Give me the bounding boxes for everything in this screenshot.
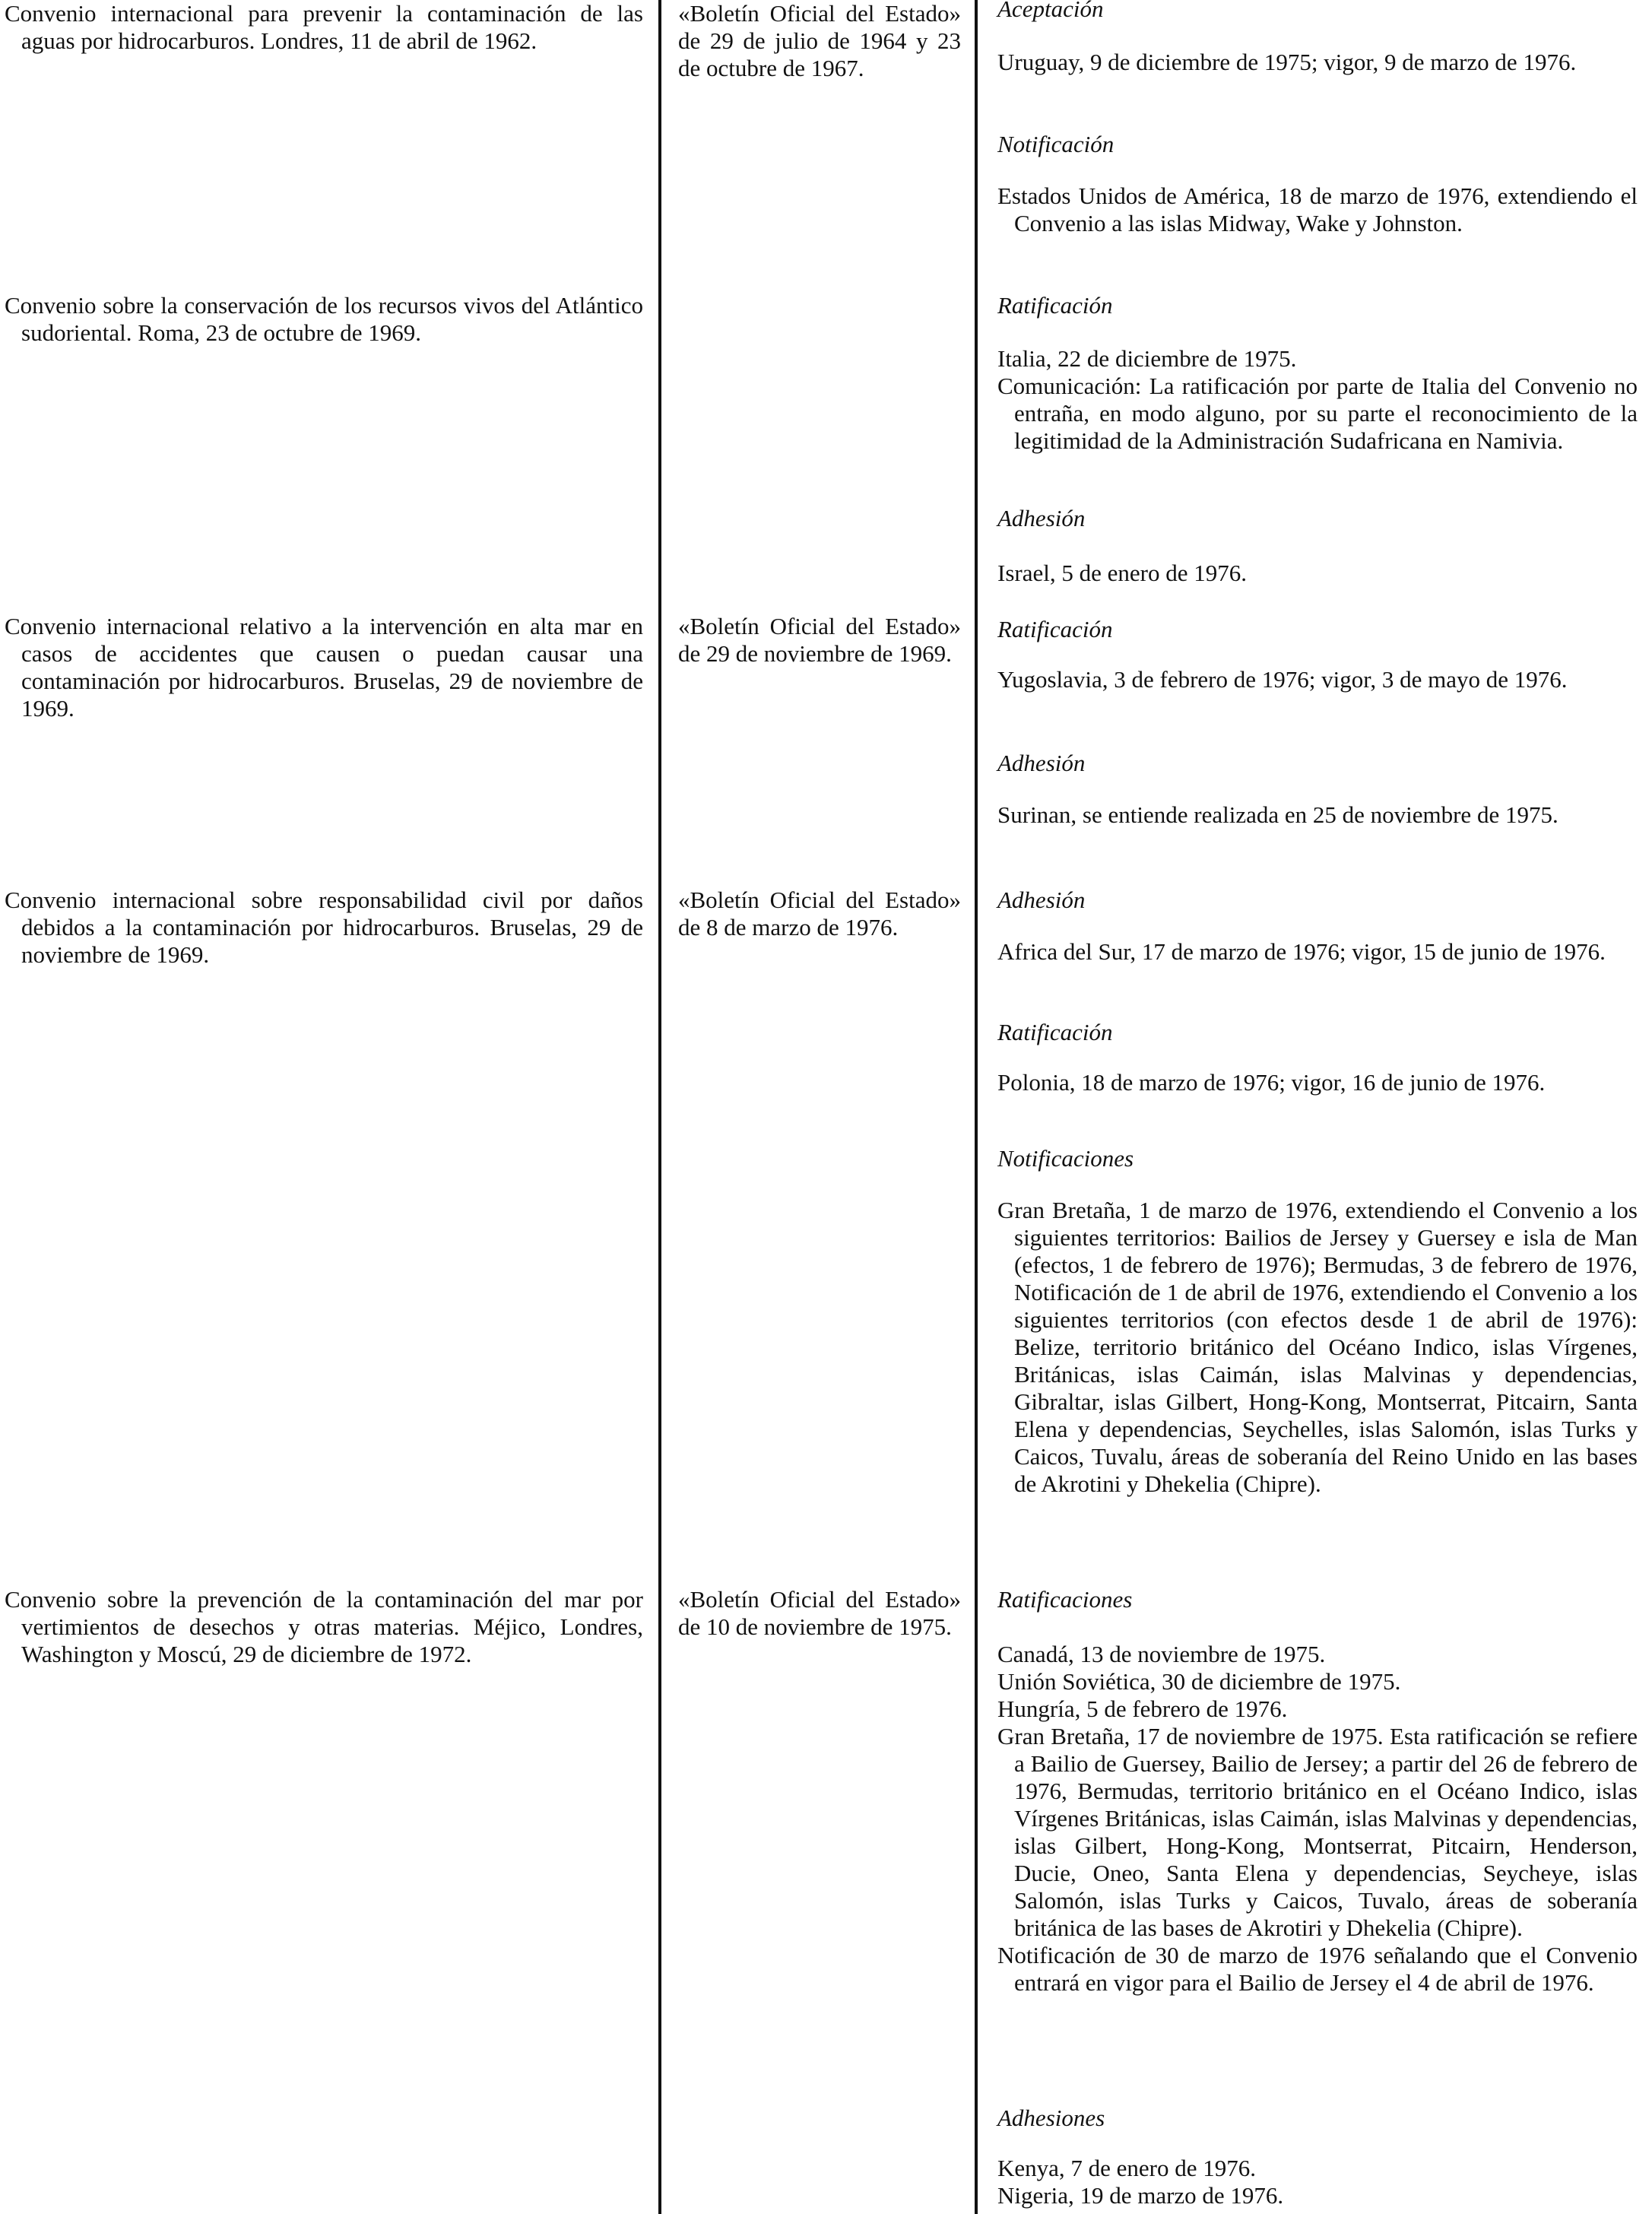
status-block <box>997 750 1638 777</box>
status-block <box>997 887 1638 914</box>
status-items <box>997 938 1638 966</box>
status-item: Israel, 5 de enero de 1976. <box>997 560 1247 586</box>
status-item: Hungría, 5 de febrero de 1976. <box>997 1695 1288 1722</box>
status-heading: Aceptación <box>997 0 1104 22</box>
convention-entry <box>5 887 643 969</box>
boletin-entry <box>678 887 961 941</box>
boletin-reference: «Boletín Oficial del Estado» de 29 de julio de 1964 y 23 de octubre de 1967. <box>678 0 961 81</box>
status-block <box>997 0 1638 23</box>
status-items <box>997 2155 1638 2209</box>
convention-entry <box>5 1586 643 1668</box>
status-items <box>997 182 1638 237</box>
status-item: Comunicación: La ratificación por parte de Italia del Convenio no entraña, en modo alguno, por su parte el reconocimiento de la legitimidad de la Administración Sudafricana en Namivia. <box>997 373 1638 454</box>
status-block <box>997 131 1638 158</box>
status-heading: Ratificación <box>997 616 1113 642</box>
convention-entry <box>5 0 643 55</box>
status-items <box>997 1641 1638 1997</box>
status-item: Nigeria, 19 de marzo de 1976. <box>997 2182 1284 2209</box>
status-block <box>997 292 1638 319</box>
boletin-entry <box>678 613 961 668</box>
status-item: Gran Bretaña, 1 de marzo de 1976, extendiendo el Convenio a los siguientes territorios: Bailios de Jersey y Guersey e isla de Man (efectos, 1 de febrero de 1976); Bermudas, 3 de febrero de 1976, Notificación de 1 de abril de 1976, extendiendo el Convenio a los siguientes territorios (con efectos desde 1 de abril de 1976): Belize, territorio británico del Océano Indico, islas Vírgenes, Británicas, islas Caimán, islas Malvinas y dependencias, Gibraltar, islas Gilbert, Hong-Kong, Montserrat, Pitcairn, Santa Elena y dependencias, Seychelles, islas Salomón, islas Turks y Caicos, Tuvalu, áreas de soberanía del Reino Unido en las bases de Akrotini y Dhekelia (Chipre). <box>997 1197 1638 1497</box>
boletin-entry <box>678 1586 961 1641</box>
status-item: Notificación de 30 de marzo de 1976 señalando que el Convenio entrará en vigor para el Bailio de Jersey el 4 de abril de 1976. <box>997 1942 1638 1996</box>
boletin-reference: «Boletín Oficial del Estado» de 29 de noviembre de 1969. <box>678 613 961 667</box>
status-item: Gran Bretaña, 17 de noviembre de 1975. Esta ratificación se refiere a Bailio de Guersey, Bailio de Jersey; a partir del 26 de febrero de 1976, Bermudas, territorio británico en el Océano Indico, islas Vírgenes Británicas, islas Caimán, islas Malvinas y dependencias, islas Gilbert, Hong-Kong, Montserrat, Pitcairn, Henderson, Ducie, Oneo, Santa Elena y dependencias, Seycheye, islas Salomón, islas Turks y Caicos, Tuvalo, áreas de soberanía británica de las bases de Akrotiri y Dhekelia (Chipre). <box>997 1723 1638 1941</box>
status-heading: Adhesiones <box>997 2105 1105 2131</box>
status-item: Polonia, 18 de marzo de 1976; vigor, 16 de junio de 1976. <box>997 1069 1546 1096</box>
status-heading: Ratificación <box>997 292 1113 319</box>
status-items <box>997 345 1638 455</box>
column-rule-right <box>975 0 978 2214</box>
status-item: Italia, 22 de diciembre de 1975. <box>997 345 1297 372</box>
status-item: Unión Soviética, 30 de diciembre de 1975. <box>997 1668 1401 1695</box>
status-item: Africa del Sur, 17 de marzo de 1976; vigor, 15 de junio de 1976. <box>997 938 1606 965</box>
status-heading: Adhesión <box>997 887 1086 913</box>
status-heading: Adhesión <box>997 505 1086 531</box>
status-items <box>997 1069 1638 1096</box>
status-block <box>997 1145 1638 1172</box>
status-item: Kenya, 7 de enero de 1976. <box>997 2155 1257 2181</box>
status-block <box>997 505 1638 532</box>
convention-title: Convenio internacional para prevenir la contaminación de las aguas por hidrocarburos. Londres, 11 de abril de 1962. <box>5 0 643 54</box>
status-items <box>997 666 1638 693</box>
status-items <box>997 49 1638 76</box>
status-heading: Ratificación <box>997 1019 1113 1045</box>
status-block <box>997 1586 1638 1613</box>
status-items <box>997 560 1638 587</box>
convention-title: Convenio internacional relativo a la intervención en alta mar en casos de accidentes que causen o puedan causar una contaminación por hidrocarburos. Bruselas, 29 de noviembre de 1969. <box>5 613 643 722</box>
status-block <box>997 2105 1638 2132</box>
status-heading: Notificaciones <box>997 1145 1134 1172</box>
convention-title: Convenio internacional sobre responsabilidad civil por daños debidos a la contaminación por hidrocarburos. Bruselas, 29 de noviembre de 1969. <box>5 887 643 968</box>
status-block <box>997 616 1638 643</box>
column-rule-left <box>658 0 661 2214</box>
status-item: Surinan, se entiende realizada en 25 de noviembre de 1975. <box>997 801 1558 828</box>
boletin-entry <box>678 0 961 82</box>
convention-entry <box>5 292 643 347</box>
convention-title: Convenio sobre la prevención de la contaminación del mar por vertimientos de desechos y otras materias. Méjico, Londres, Washington y Moscú, 29 de diciembre de 1972. <box>5 1586 643 1667</box>
status-items <box>997 801 1638 829</box>
boletin-reference: «Boletín Oficial del Estado» de 8 de marzo de 1976. <box>678 887 961 940</box>
boletin-reference: «Boletín Oficial del Estado» de 10 de noviembre de 1975. <box>678 1586 961 1640</box>
status-heading: Adhesión <box>997 750 1086 776</box>
convention-title: Convenio sobre la conservación de los recursos vivos del Atlántico sudoriental. Roma, 23 de octubre de 1969. <box>5 292 643 346</box>
status-item: Canadá, 13 de noviembre de 1975. <box>997 1641 1326 1667</box>
status-items <box>997 1197 1638 1498</box>
status-block <box>997 1019 1638 1046</box>
status-item: Estados Unidos de América, 18 de marzo de 1976, extendiendo el Convenio a las islas Midway, Wake y Johnston. <box>997 182 1638 236</box>
status-heading: Notificación <box>997 131 1115 157</box>
status-heading: Ratificaciones <box>997 1586 1133 1613</box>
convention-entry <box>5 613 643 722</box>
status-item: Yugoslavia, 3 de febrero de 1976; vigor, 3 de mayo de 1976. <box>997 666 1568 693</box>
status-item: Uruguay, 9 de diciembre de 1975; vigor, 9 de marzo de 1976. <box>997 49 1577 75</box>
